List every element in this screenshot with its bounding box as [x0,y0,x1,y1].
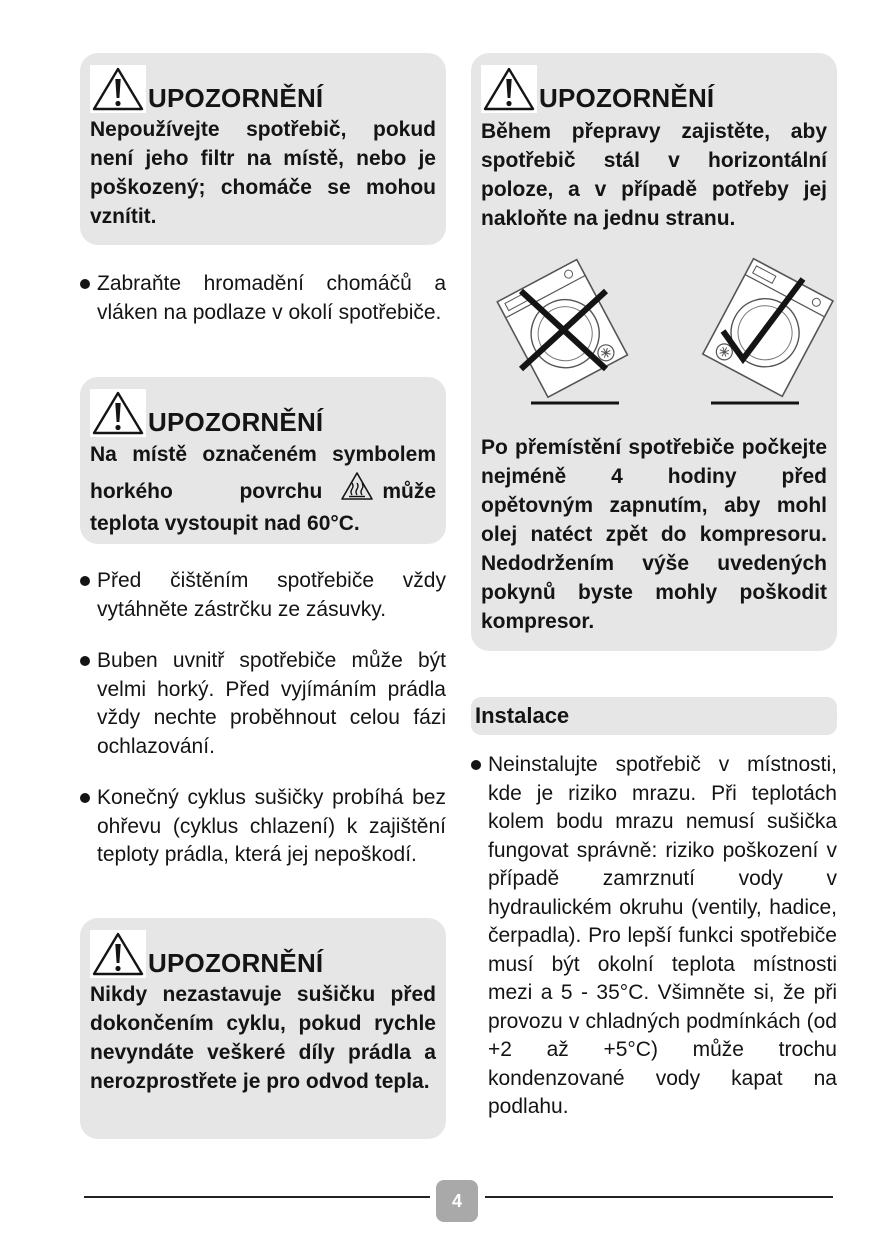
warning-text: Nepoužívejte spotřebič, pokud není jeho filtr na místě, nebo je poškozený; chomáče se mohou vznítit. [90,118,436,228]
dryer-correct-tilt-icon [691,251,841,411]
warning-triangle-icon [90,389,146,437]
bullet-dot [80,656,90,666]
warning-text: Po přemístění spotřebiče počkejte nejméně 4 hodiny před opětovným zapnutím, aby mohl olej natéct zpět do kompresoru. Nedodržením výše uvedených pokynů byste mohly poškodit kompresor. [481,436,827,633]
list-item [471,751,837,1122]
bullet-dot [471,760,481,770]
warning-box-stop-cycle [80,918,446,1139]
warning-title: UPOZORNĚNÍ [148,407,324,437]
section-title: Instalace [475,703,570,728]
list-item [80,784,446,870]
list-item-text: Konečný cyklus sušičky probíhá bez ohřevu (cyklus chlazení) k zajištění teploty prádla, která jej nepoškodí. [97,786,446,866]
warning-text-part: Na místě označeném symbolem horkého povrchu [90,443,436,503]
warning-text: Nikdy nezastavuje sušičku před dokončením cyklu, pokud rychle nevyndáte veškeré díly prádla a nerozprostřete je pro odvod tepla. [90,983,436,1093]
warning-title: UPOZORNĚNÍ [148,83,324,113]
warning-title: UPOZORNĚNÍ [148,948,324,978]
list-item-text: Před čištěním spotřebiče vždy vytáhněte zástrčku ze zásuvky. [97,569,446,621]
warning-title: UPOZORNĚNÍ [539,83,715,113]
hot-surface-icon [340,471,374,501]
footer-rule-right [485,1196,833,1198]
warning-box-hot-surface [80,377,446,544]
list-item-text: Neinstalujte spotřebič v místnosti, kde je riziko mrazu. Při teplotách kolem bodu mrazu nemusí sušička fungovat správně: riziko poškození v případě zamrznutí vody v hydraulickém okruhu (ventily, hadice, čerpadla). Pro lepší funkci spotřebiče musí být okolní teplota místnosti mezi a 5 - 35°C. Všimněte si, že při provozu v chladných podmínkách (od +2 až +5°C) může trochu kondenzované vody kapat na podlahu. [488,753,837,1118]
section-header-instalace [471,697,837,735]
warning-box-filter [80,53,446,245]
warning-triangle-icon [90,930,146,978]
tilt-illustration [481,251,827,427]
list-item [80,647,446,761]
bullet-dot [80,576,90,586]
dryer-wrong-tilt-icon [491,251,641,411]
bullet-dot [80,793,90,803]
bullet-dot [80,279,90,289]
warning-text [90,439,436,540]
warning-triangle-icon [481,65,537,113]
page-number: 4 [436,1180,478,1222]
list-item [80,270,446,327]
list-item-text: Zabraňte hromadění chomáčů a vláken na podlaze v okolí spotřebiče. [97,272,446,324]
warning-text: Během přepravy zajistěte, aby spotřebič stál v horizontální poloze, a v případě potřeby jej nakloňte na jednu stranu. [481,120,827,230]
list-item-text: Buben uvnitř spotřebiče může být velmi horký. Před vyjímáním prádla vždy nechte proběhnout celou fázi ochlazování. [97,649,446,758]
list-item [80,567,446,624]
warning-box-transport [471,53,837,651]
warning-text-part: může teplota vystoupit nad 60°C. [90,480,436,535]
warning-triangle-icon [90,65,146,113]
footer-rule-left [84,1196,430,1198]
